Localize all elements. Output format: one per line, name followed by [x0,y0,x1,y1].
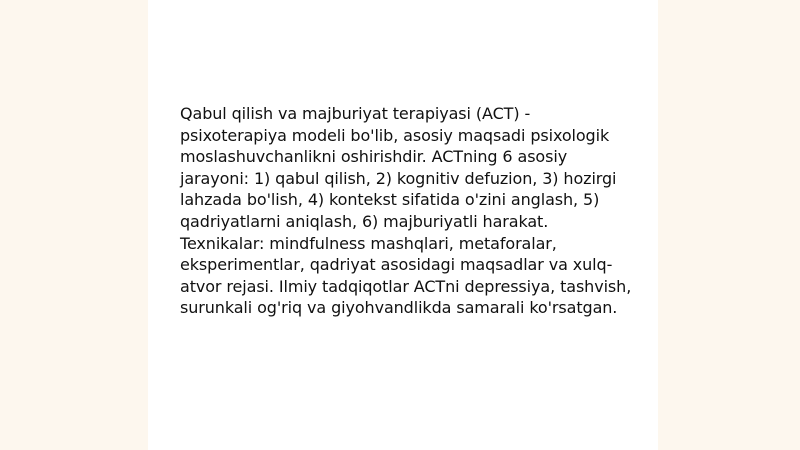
body-paragraph: Qabul qilish va majburiyat terapiyasi (ACT) - psixoterapiya modeli bo'lib, asosiy maqsadi psixologik moslashuvchanlikni oshirishdir. ACTning 6 asosiy jarayoni: 1) qabul qilish, 2) kognitiv defuzion, 3) hozirgi lahzada bo'lish, 4) kontekst sifatida o'zini anglash, 5) qadriyatlarni aniqlash, 6) majburiyatli harakat. Texnikalar: mindfulness mashqlari, metaforalar, eksperimentlar, qadriyat asosidagi maqsadlar va xulq-atvor rejasi. Ilmiy tadqiqotlar ACTni depressiya, tashvish, surunkali og'riq va giyohvandlikda samarali ko'rsatgan. [180,104,632,318]
document-page [148,0,658,450]
